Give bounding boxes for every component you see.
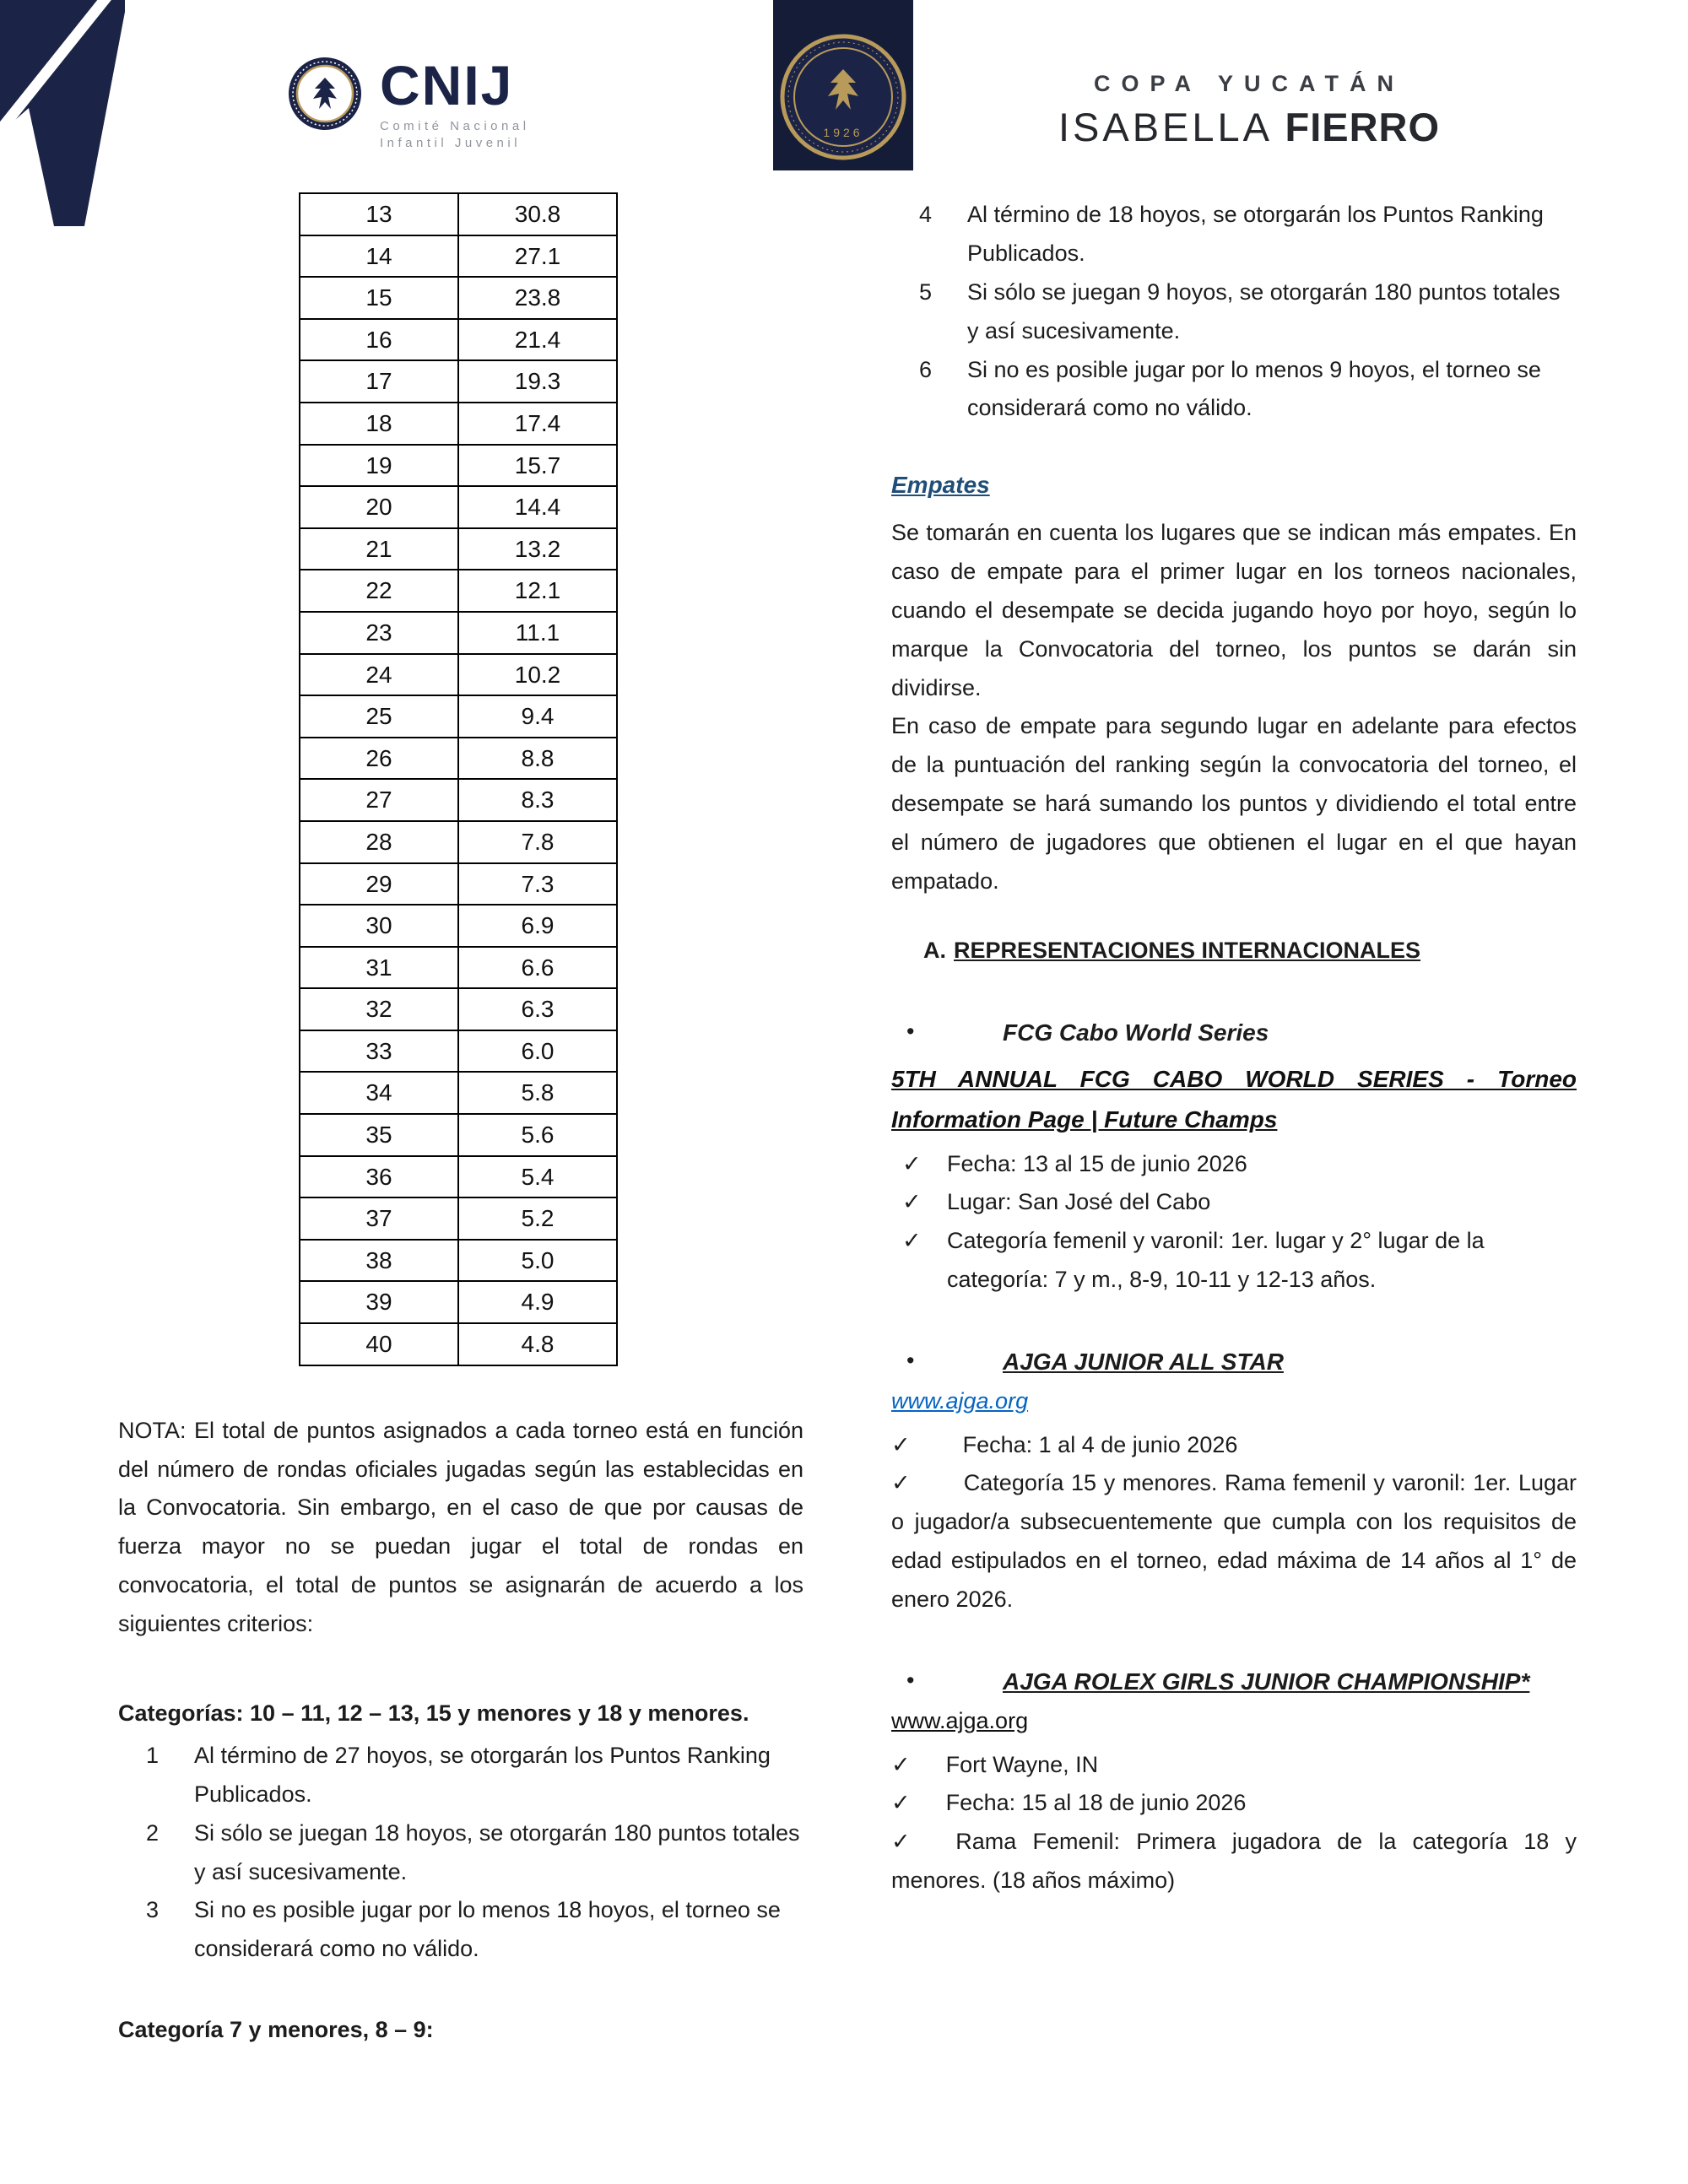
empates-heading: Empates — [891, 472, 990, 499]
corner-decoration — [0, 0, 135, 241]
points-table-body — [300, 193, 617, 1365]
points-table-cell: 40 — [300, 1323, 458, 1365]
category-7-heading: Categoría 7 y menores, 8 – 9: — [118, 2017, 434, 2043]
section-title: REPRESENTACIONES INTERNACIONALES — [954, 937, 1421, 963]
points-table-row — [300, 528, 617, 570]
section-letter: A. — [923, 937, 946, 963]
event-name-first: ISABELLA — [1058, 105, 1271, 149]
cnij-subtitle — [380, 118, 530, 153]
points-table-cell: 15.7 — [458, 445, 617, 487]
list-item-text: Al término de 27 hoyos, se otorgarán los Puntos Ranking Publicados. — [194, 1742, 771, 1807]
list-item-text: Al término de 18 hoyos, se otorgarán los Puntos Ranking Publicados. — [967, 202, 1544, 266]
points-table-row — [300, 1030, 617, 1073]
points-table-cell: 14 — [300, 235, 458, 278]
points-table-cell: 26 — [300, 738, 458, 780]
cnij-seal-icon — [287, 56, 363, 132]
checkmark-icon: ✓ — [902, 1228, 922, 1254]
list-item-number: 6 — [919, 356, 933, 382]
points-table-row — [300, 612, 617, 654]
empates-paragraph-2: En caso de empate para segundo lugar en adelante para efectos de la puntuación del ranking según la convocatoria del torneo, el desempate se hará sumando los puntos y dividiendo el total entre el número de jugadores que obtienen el lugar en el que hayan empatado. — [891, 713, 1577, 894]
tournament-ajga-allstar-bullet-row — [891, 1342, 1577, 1382]
points-table-cell: 39 — [300, 1281, 458, 1323]
points-table-cell: 17 — [300, 360, 458, 403]
tournament-fcg-bullet-row — [891, 1013, 1577, 1053]
points-table-cell: 10.2 — [458, 654, 617, 696]
points-table-cell: 5.0 — [458, 1240, 617, 1282]
federation-badge — [773, 0, 913, 176]
tournament-ajga-rolex-label: AJGA ROLEX GIRLS JUNIOR CHAMPIONSHIP* — [1003, 1668, 1530, 1695]
points-table-cell: 5.6 — [458, 1114, 617, 1156]
check-item-text: Fort Wayne, IN — [945, 1751, 1099, 1777]
list-item-number: 4 — [919, 202, 933, 227]
points-table-cell: 7.3 — [458, 863, 617, 905]
list-item-number: 3 — [146, 1897, 160, 1923]
points-table-cell: 18 — [300, 403, 458, 445]
checkmark-icon: ✓ — [891, 1470, 912, 1496]
list-item-text: Si no es posible jugar por lo menos 18 hoyos, el torneo se considerará como no válido. — [194, 1897, 781, 1962]
list-item-number: 2 — [146, 1819, 160, 1846]
empates-paragraph-1: Se tomarán en cuenta los lugares que se indican más empates. En caso de empate para el primer lugar en los torneos nacionales, cuando el desempate se decida jugando hoyo por hoyo, según lo marque la Convocatoria del torneo, los puntos se darán sin dividirse. — [891, 519, 1577, 700]
points-table-cell: 19 — [300, 445, 458, 487]
points-table-cell: 36 — [300, 1156, 458, 1198]
points-table-cell: 27 — [300, 779, 458, 821]
event-title-block — [1013, 71, 1485, 150]
points-table-row — [300, 695, 617, 738]
points-table-cell: 6.3 — [458, 988, 617, 1030]
points-table-cell: 19.3 — [458, 360, 617, 403]
points-table-cell: 6.6 — [458, 947, 617, 989]
points-table-row — [300, 1114, 617, 1156]
list-item — [891, 351, 1577, 429]
points-table-cell: 24 — [300, 654, 458, 696]
points-table-cell: 4.8 — [458, 1323, 617, 1365]
tournament-ajga-allstar-url-link[interactable]: www.ajga.org — [891, 1387, 1029, 1414]
check-item — [891, 1426, 1577, 1465]
points-table-cell: 32 — [300, 988, 458, 1030]
points-table-row — [300, 193, 617, 235]
check-item — [891, 1183, 1577, 1222]
list-item-text: Si sólo se juegan 18 hoyos, se otorgarán 180 puntos totales y así sucesivamente. — [194, 1819, 800, 1884]
checkmark-icon: ✓ — [891, 1751, 911, 1777]
points-table-row — [300, 1323, 617, 1365]
right-column — [891, 192, 1577, 1900]
points-table-row — [300, 486, 617, 528]
points-table-row — [300, 905, 617, 947]
points-table-row — [300, 1197, 617, 1240]
points-table-row — [300, 779, 617, 821]
checkmark-icon: ✓ — [891, 1790, 911, 1816]
points-table-cell: 23 — [300, 612, 458, 654]
check-item — [891, 1823, 1577, 1900]
bullet-icon: • — [906, 1348, 915, 1374]
list-item — [118, 1891, 803, 1969]
points-table-row — [300, 821, 617, 863]
points-table-row — [300, 947, 617, 989]
points-table-cell: 12.1 — [458, 570, 617, 612]
list-item — [891, 196, 1577, 273]
points-table-row — [300, 863, 617, 905]
tournament-fcg-label: FCG Cabo World Series — [1003, 1019, 1269, 1046]
points-table-cell: 5.4 — [458, 1156, 617, 1198]
numbered-list-right — [891, 196, 1577, 428]
tournament-ajga-rolex-checks — [891, 1746, 1577, 1901]
points-table-cell: 15 — [300, 277, 458, 319]
points-table-cell: 13.2 — [458, 528, 617, 570]
categories-heading: Categorías: 10 – 11, 12 – 13, 15 y menores y 18 y menores. — [118, 1700, 749, 1726]
check-item-text: Fecha: 15 al 18 de junio 2026 — [945, 1790, 1247, 1816]
check-item-text: Lugar: San José del Cabo — [947, 1189, 1211, 1215]
left-column — [118, 192, 803, 2050]
points-table-cell: 13 — [300, 193, 458, 235]
check-item — [891, 1145, 1577, 1184]
check-item-text: Categoría 15 y menores. Rama femenil y varonil: 1er. Lugar o jugador/a subsecuentemente que cumpla con los requisitos de edad estipulados en el torneo, edad máxima de 14 años al 1° de enero 2026. — [891, 1470, 1577, 1613]
bullet-icon: • — [906, 1018, 915, 1044]
checkmark-icon: ✓ — [891, 1431, 911, 1457]
points-table-cell: 11.1 — [458, 612, 617, 654]
points-table-cell: 33 — [300, 1030, 458, 1073]
points-table-row — [300, 738, 617, 780]
tournament-fcg-title-link[interactable]: 5TH ANNUAL FCG CABO WORLD SERIES - Torneo Information Page | Future Champs — [891, 1066, 1577, 1133]
points-table-cell: 35 — [300, 1114, 458, 1156]
tournament-ajga-rolex-url-link[interactable]: www.ajga.org — [891, 1707, 1029, 1733]
points-table-row — [300, 235, 617, 278]
points-table-cell: 14.4 — [458, 486, 617, 528]
list-item — [891, 273, 1577, 351]
list-item-number: 5 — [919, 278, 933, 305]
section-heading-representaciones — [891, 932, 1577, 970]
points-table-cell: 34 — [300, 1072, 458, 1114]
tournament-fcg-checks — [891, 1145, 1577, 1300]
check-item — [891, 1746, 1577, 1785]
nota-paragraph: NOTA: El total de puntos asignados a cada torneo está en función del número de rondas oficiales jugadas según las establecidas en la Convocatoria. Sin embargo, en el caso de que por causas de fuerza mayor no se puedan jugar el total de rondas en convocatoria, el total de puntos se asignarán de acuerdo a los siguientes criterios: — [118, 1417, 803, 1637]
points-table-cell: 8.3 — [458, 779, 617, 821]
points-table-cell: 20 — [300, 486, 458, 528]
points-table-row — [300, 654, 617, 696]
tournament-ajga-rolex-bullet-row — [891, 1662, 1577, 1702]
points-table-cell: 5.2 — [458, 1197, 617, 1240]
points-table-cell: 21 — [300, 528, 458, 570]
points-table-cell: 28 — [300, 821, 458, 863]
check-item — [891, 1222, 1577, 1300]
points-table-cell: 6.0 — [458, 1030, 617, 1073]
points-table-row — [300, 403, 617, 445]
event-title: COPA YUCATÁN — [1093, 71, 1404, 96]
tournament-ajga-allstar-checks — [891, 1426, 1577, 1619]
check-item — [891, 1464, 1577, 1619]
points-table-cell: 23.8 — [458, 277, 617, 319]
points-table-cell: 7.8 — [458, 821, 617, 863]
points-table-cell: 27.1 — [458, 235, 617, 278]
list-item-text: Si sólo se juegan 9 hoyos, se otorgarán 180 puntos totales y así sucesivamente. — [967, 278, 1561, 343]
points-table-cell: 6.9 — [458, 905, 617, 947]
points-table-cell: 4.9 — [458, 1281, 617, 1323]
list-item — [118, 1737, 803, 1814]
corner-shape-graphic — [0, 0, 135, 236]
points-table-cell: 37 — [300, 1197, 458, 1240]
points-table-row — [300, 1240, 617, 1282]
points-table-cell: 17.4 — [458, 403, 617, 445]
points-table-cell: 30 — [300, 905, 458, 947]
check-item-text: Rama Femenil: Primera jugadora de la categoría 18 y menores. (18 años máximo) — [891, 1829, 1577, 1894]
points-table-row — [300, 277, 617, 319]
points-table-cell: 9.4 — [458, 695, 617, 738]
list-item-number: 1 — [146, 1742, 160, 1768]
check-item-text: Categoría femenil y varonil: 1er. lugar y 2° lugar de la categoría: 7 y m., 8-9, 10-11 y 12-13 años. — [947, 1228, 1485, 1293]
cnij-acronym: CNIJ — [380, 54, 514, 116]
points-table-row — [300, 1281, 617, 1323]
points-table-cell: 38 — [300, 1240, 458, 1282]
event-name — [1013, 104, 1485, 150]
check-item-text: Fecha: 1 al 4 de junio 2026 — [962, 1431, 1238, 1457]
points-table-row — [300, 1156, 617, 1198]
points-table-row — [300, 445, 617, 487]
points-table-row — [300, 988, 617, 1030]
tournament-ajga-allstar-label: AJGA JUNIOR ALL STAR — [1003, 1349, 1284, 1376]
cnij-logo-block — [287, 56, 530, 153]
points-table-cell: 30.8 — [458, 193, 617, 235]
points-table-cell: 16 — [300, 319, 458, 361]
federation-seal-icon — [780, 34, 906, 160]
checkmark-icon: ✓ — [891, 1829, 921, 1855]
points-table-row — [300, 319, 617, 361]
federation-seal-year: 1926 — [823, 126, 863, 139]
check-item — [891, 1784, 1577, 1823]
points-table-cell: 31 — [300, 947, 458, 989]
points-table-cell: 22 — [300, 570, 458, 612]
points-table-row — [300, 1072, 617, 1114]
points-table — [299, 192, 618, 1366]
cnij-wordmark — [380, 54, 530, 153]
check-item-text: Fecha: 13 al 15 de junio 2026 — [947, 1150, 1247, 1176]
checkmark-icon: ✓ — [902, 1189, 922, 1215]
points-table-cell: 21.4 — [458, 319, 617, 361]
list-item-text: Si no es posible jugar por lo menos 9 hoyos, el torneo se considerará como no válido. — [967, 356, 1541, 421]
event-name-last: FIERRO — [1285, 105, 1441, 149]
points-table-cell: 29 — [300, 863, 458, 905]
cnij-subtitle-line2: Infantil Juvenil — [380, 136, 522, 151]
list-item — [118, 1814, 803, 1892]
numbered-list-left — [118, 1737, 803, 1969]
points-table-row — [300, 570, 617, 612]
bullet-icon: • — [906, 1668, 915, 1694]
points-table-cell: 5.8 — [458, 1072, 617, 1114]
points-table-row — [300, 360, 617, 403]
points-table-cell: 8.8 — [458, 738, 617, 780]
points-table-cell: 25 — [300, 695, 458, 738]
cnij-subtitle-line1: Comité Nacional — [380, 119, 530, 133]
checkmark-icon: ✓ — [902, 1150, 922, 1176]
